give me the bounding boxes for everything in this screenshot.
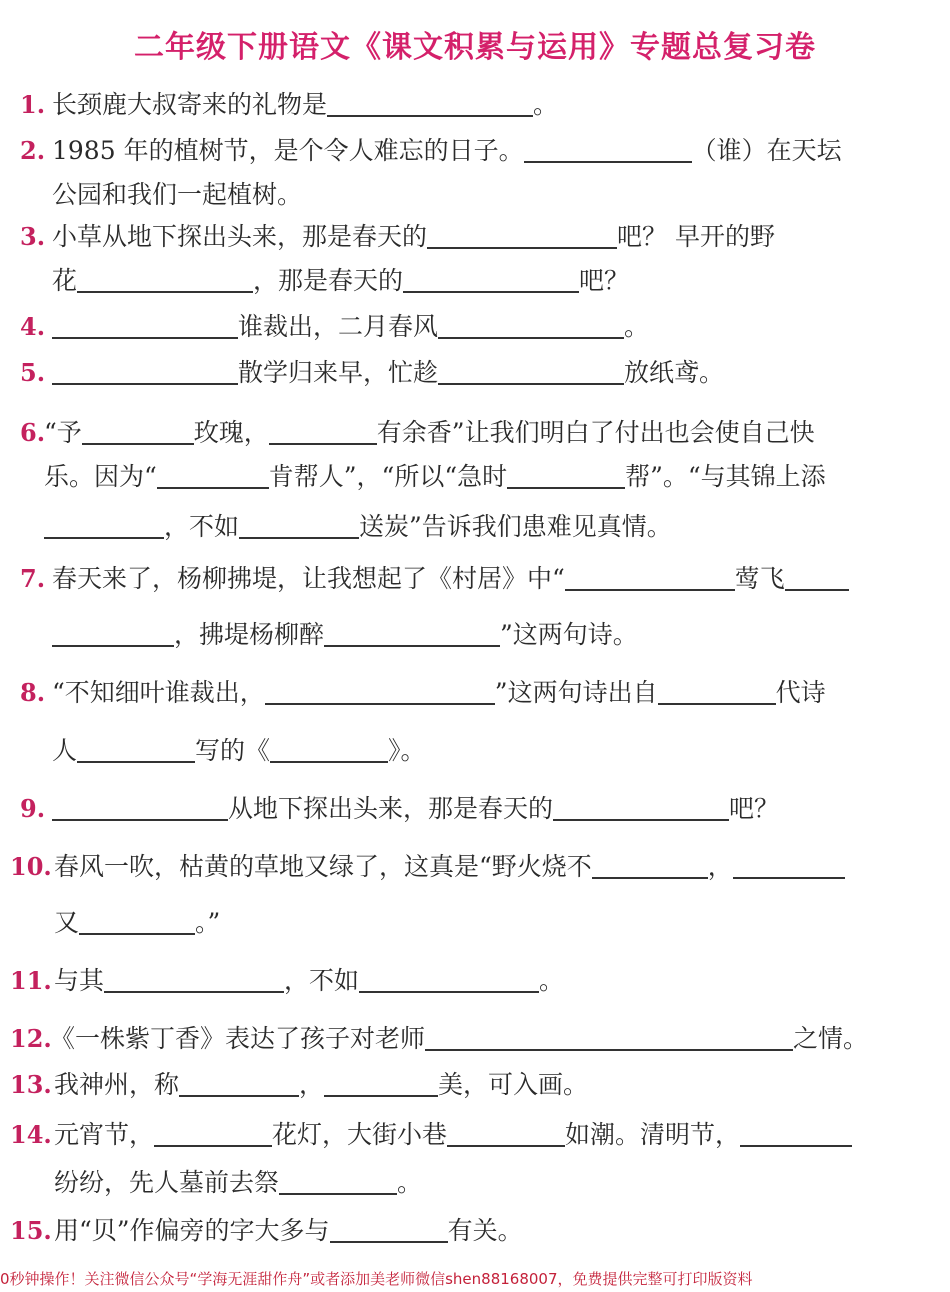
answer-blank[interactable]	[524, 131, 692, 163]
question-number: 13.	[10, 1070, 52, 1099]
question-6-line2	[44, 454, 826, 500]
question-number: 10.	[10, 852, 52, 881]
answer-blank[interactable]	[427, 217, 617, 249]
question-text: 莺飞	[734, 564, 785, 593]
question-1	[52, 82, 558, 128]
question-text: 。	[397, 1168, 423, 1197]
question-6	[44, 410, 815, 456]
answer-blank[interactable]	[592, 847, 708, 879]
answer-blank[interactable]	[324, 615, 500, 647]
question-7	[52, 556, 849, 602]
question-8	[52, 670, 826, 716]
question-8-line2	[52, 728, 426, 774]
answer-blank[interactable]	[785, 559, 849, 591]
question-text: “予	[44, 418, 82, 447]
answer-blank[interactable]	[269, 413, 377, 445]
answer-blank[interactable]	[740, 1115, 852, 1147]
question-text: 有关。	[447, 1216, 523, 1245]
question-text: ”这两句诗。	[500, 620, 638, 649]
question-10-line2	[54, 900, 220, 946]
question-text: 。	[624, 312, 650, 341]
question-text: 1985 年的植树节，是个令人难忘的日子。	[52, 136, 524, 165]
answer-blank[interactable]	[44, 507, 164, 539]
question-text: 》。	[388, 736, 426, 765]
question-text: ，那是春天的	[253, 266, 404, 295]
question-13	[54, 1062, 588, 1108]
question-text: 吧？	[729, 794, 780, 823]
question-12	[50, 1016, 868, 1062]
question-text: 之情。	[793, 1024, 869, 1053]
question-number: 14.	[10, 1120, 52, 1149]
question-10	[54, 844, 845, 890]
answer-blank[interactable]	[330, 1211, 448, 1243]
answer-blank[interactable]	[438, 353, 624, 385]
answer-blank[interactable]	[239, 507, 359, 539]
question-text: 有余香”让我们明白了付出也会使自己快	[376, 418, 815, 447]
question-number: 7.	[20, 564, 46, 593]
question-number: 6.	[20, 418, 46, 447]
question-text: 送炭”告诉我们患难见真情。	[359, 512, 672, 541]
question-text: 元宵节，	[54, 1120, 155, 1149]
question-number: 3.	[20, 222, 46, 251]
question-text: 我神州，称	[54, 1070, 180, 1099]
question-text: 。	[533, 90, 559, 119]
answer-blank[interactable]	[52, 789, 228, 821]
question-text: 春风一吹，枯黄的草地又绿了，这真是“野火烧不	[54, 852, 592, 881]
question-text: 长颈鹿大叔寄来的礼物是	[52, 90, 328, 119]
question-number: 2.	[20, 136, 46, 165]
question-14	[54, 1112, 852, 1158]
answer-blank[interactable]	[82, 413, 194, 445]
question-text: 纷纷，先人墓前去祭	[54, 1168, 280, 1197]
question-text: ，	[707, 852, 733, 881]
question-text: ，不如	[284, 966, 360, 995]
question-text: 放纸鸢。	[624, 358, 725, 387]
question-2-line2: 公园和我们一起植树。	[52, 180, 303, 209]
answer-blank[interactable]	[553, 789, 729, 821]
question-4	[52, 304, 649, 350]
question-5	[52, 350, 724, 396]
question-11	[54, 958, 564, 1004]
answer-blank[interactable]	[359, 961, 539, 993]
question-text: 春天来了，杨柳拂堤，让我想起了《村居》中“	[52, 564, 565, 593]
question-text: 写的《	[195, 736, 271, 765]
question-6-line3	[44, 504, 672, 550]
answer-blank[interactable]	[733, 847, 845, 879]
question-14-line2	[54, 1160, 422, 1206]
question-number: 12.	[10, 1024, 52, 1053]
question-text: 从地下探出头来，那是春天的	[228, 794, 554, 823]
question-text: “不知细叶谁裁出，	[52, 678, 265, 707]
question-text: 代诗	[775, 678, 826, 707]
question-3-line2	[52, 258, 629, 304]
question-7-line2	[52, 612, 638, 658]
question-text: 如潮。清明节，	[565, 1120, 741, 1149]
question-number: 15.	[10, 1216, 52, 1245]
question-text: ，	[299, 1070, 325, 1099]
promo-footer: 0秒钟操作！关注微信公众号“学海无涯甜作舟”或者添加美老师微信shen88168007，免费提供完整可打印版资料	[0, 1270, 753, 1288]
answer-blank[interactable]	[507, 457, 625, 489]
answer-blank[interactable]	[327, 85, 533, 117]
answer-blank[interactable]	[52, 307, 238, 339]
question-text: 玫瑰，	[193, 418, 269, 447]
question-text: 用“贝”作偏旁的字大多与	[54, 1216, 330, 1245]
answer-blank[interactable]	[438, 307, 624, 339]
question-text: 小草从地下探出头来，那是春天的	[52, 222, 428, 251]
question-text: 花灯，大街小巷	[272, 1120, 448, 1149]
question-number: 9.	[20, 794, 46, 823]
question-text: ”这两句诗出自	[494, 678, 658, 707]
answer-blank[interactable]	[104, 961, 284, 993]
answer-blank[interactable]	[565, 559, 735, 591]
answer-blank[interactable]	[447, 1115, 565, 1147]
question-15	[54, 1208, 523, 1254]
question-text: 。	[539, 966, 565, 995]
answer-blank[interactable]	[179, 1065, 299, 1097]
question-text: 吧？	[579, 266, 630, 295]
answer-blank[interactable]	[279, 1163, 397, 1195]
question-text: ，拂堤杨柳醉	[174, 620, 325, 649]
question-text: 肯帮人”，“所以“急时	[268, 462, 508, 491]
question-text: 。”	[195, 908, 221, 937]
answer-blank[interactable]	[658, 673, 776, 705]
question-3	[52, 214, 775, 260]
question-number: 4.	[20, 312, 46, 341]
question-text: 人	[52, 736, 78, 765]
answer-blank[interactable]	[265, 673, 495, 705]
question-number: 1.	[20, 90, 46, 119]
answer-blank[interactable]	[425, 1019, 793, 1051]
answer-blank[interactable]	[52, 353, 238, 385]
question-text: ，不如	[164, 512, 240, 541]
question-text: 花	[52, 266, 78, 295]
answer-blank[interactable]	[77, 261, 253, 293]
answer-blank[interactable]	[157, 457, 269, 489]
question-text: 又	[54, 908, 80, 937]
answer-blank[interactable]	[77, 731, 195, 763]
question-2	[52, 128, 842, 174]
question-number: 11.	[10, 966, 52, 995]
question-number: 5.	[20, 358, 46, 387]
question-text: 乐。因为“	[44, 462, 157, 491]
answer-blank[interactable]	[324, 1065, 438, 1097]
question-text: （谁）在天坛	[691, 136, 842, 165]
answer-blank[interactable]	[79, 903, 195, 935]
question-text: 谁裁出，二月春风	[238, 312, 439, 341]
answer-blank[interactable]	[403, 261, 579, 293]
answer-blank[interactable]	[52, 615, 174, 647]
question-text: 美，可入画。	[438, 1070, 589, 1099]
question-text: 散学归来早，忙趁	[238, 358, 439, 387]
question-text: 吧？ 早开的野	[617, 222, 775, 251]
question-text: 帮”。“与其锦上添	[625, 462, 826, 491]
question-text: 《一株紫丁香》表达了孩子对老师	[50, 1024, 426, 1053]
answer-blank[interactable]	[270, 731, 388, 763]
answer-blank[interactable]	[154, 1115, 272, 1147]
question-text: 与其	[54, 966, 105, 995]
question-number: 8.	[20, 678, 46, 707]
page-title: 二年级下册语文《课文积累与运用》专题总复习卷	[134, 30, 816, 65]
question-9	[52, 786, 779, 832]
